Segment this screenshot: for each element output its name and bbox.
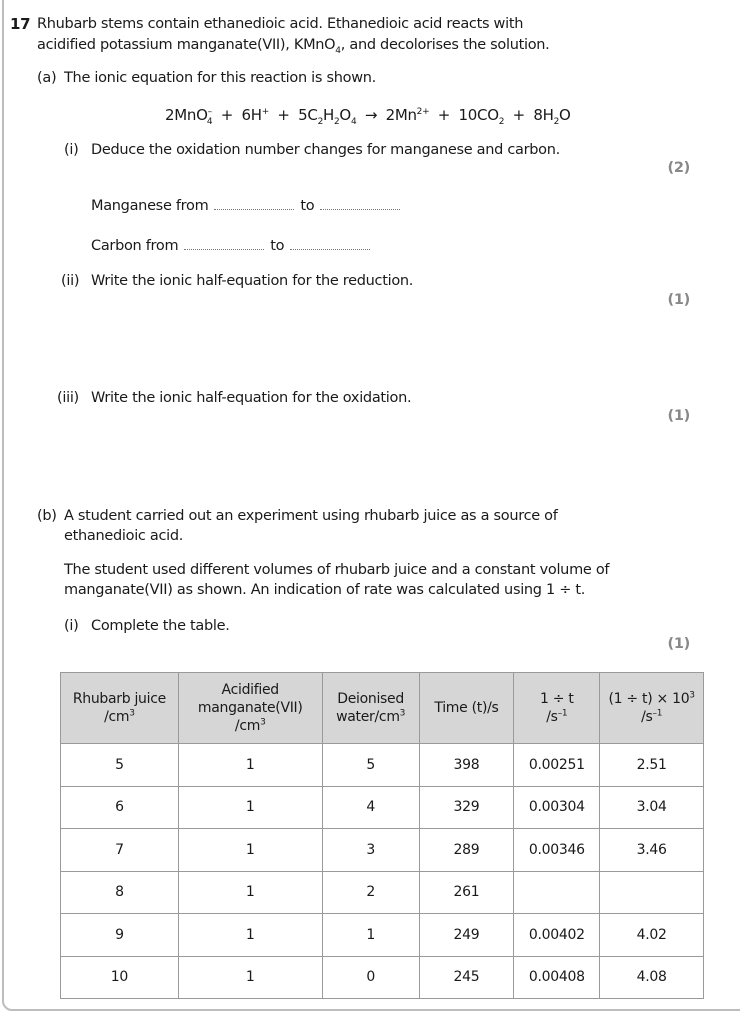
- table-cell: 289: [419, 829, 514, 872]
- table-cell: 398: [419, 744, 514, 787]
- part-b-text-4: manganate(VII) as shown. An indication of rate was calculated using 1 ÷ t.: [64, 582, 586, 598]
- table-row: [61, 744, 704, 787]
- table-cell: 7: [61, 829, 179, 872]
- part-a-text: The ionic equation for this reaction is shown.: [64, 70, 376, 86]
- header-sup: –1: [557, 708, 568, 719]
- table-cell-answer[interactable]: [600, 871, 704, 914]
- eq-term: + 8H: [504, 106, 554, 124]
- header-text: Time (t)/s: [434, 700, 499, 716]
- header-rate-scaled: [600, 673, 704, 744]
- header-text: Acidified: [221, 682, 279, 698]
- table-cell: 4.02: [600, 914, 704, 957]
- eq-sub: 4: [350, 117, 357, 127]
- table-cell: 0.00402: [514, 914, 600, 957]
- table-cell: 261: [419, 871, 514, 914]
- table-header-row: [61, 673, 704, 744]
- part-a-ii-label: (ii): [61, 273, 80, 289]
- header-text: (1 ÷ t) × 10: [608, 691, 690, 707]
- header-unit: /cm: [234, 718, 261, 734]
- table-cell: 0.00346: [514, 829, 600, 872]
- eq-sup: 2+: [416, 107, 430, 117]
- header-text: manganate(VII): [197, 700, 303, 716]
- part-b-i-text: Complete the table.: [91, 618, 230, 634]
- table-cell: 249: [419, 914, 514, 957]
- part-a-i-text: Deduce the oxidation number changes for manganese and carbon.: [91, 142, 560, 158]
- manganese-from-field[interactable]: [214, 197, 294, 210]
- intro-text: , and decolorises the solution.: [340, 37, 550, 53]
- table-cell: 5: [322, 744, 419, 787]
- table-cell: 0.00251: [514, 744, 600, 787]
- eq-sub: 2: [317, 117, 323, 127]
- table-cell: 4.08: [600, 956, 704, 999]
- header-manganate: [178, 673, 322, 744]
- table-cell: 4: [322, 786, 419, 829]
- to-label: to: [270, 238, 285, 254]
- eq-term: + 6H: [212, 106, 262, 124]
- results-table: [60, 672, 704, 999]
- header-sup: –1: [652, 708, 663, 719]
- table-cell: 3.46: [600, 829, 704, 872]
- part-a-iii-label: (iii): [57, 390, 79, 406]
- table-cell: 10: [61, 956, 179, 999]
- header-text: Rhubarb juice: [72, 691, 166, 707]
- part-b-text-2: ethanedioic acid.: [64, 528, 184, 544]
- marks-a-ii: (1): [667, 292, 690, 308]
- header-unit: water/cm: [336, 709, 400, 725]
- header-text: Deionised: [337, 691, 404, 707]
- intro-line-1: Rhubarb stems contain ethanedioic acid. Ethanedioic acid reacts with: [37, 16, 524, 32]
- table-cell: 1: [322, 914, 419, 957]
- header-unit: /s: [641, 709, 653, 725]
- table-row: [61, 786, 704, 829]
- eq-term: 2MnO: [165, 106, 208, 124]
- header-rhubarb-juice: [61, 673, 179, 744]
- table-cell: 0.00408: [514, 956, 600, 999]
- intro-text: acidified potassium manganate(VII), KMnO: [37, 37, 336, 53]
- question-number: 17: [10, 15, 31, 33]
- carbon-from-field[interactable]: [184, 237, 264, 250]
- eq-sub: 4: [206, 117, 213, 127]
- eq-term: H: [323, 106, 334, 124]
- eq-term: + 10CO: [429, 106, 499, 124]
- table-cell: 2.51: [600, 744, 704, 787]
- table-cell: 6: [61, 786, 179, 829]
- part-b-label: (b): [37, 508, 57, 524]
- part-b-text-1: A student carried out an experiment using rhubarb juice as a source of: [64, 508, 558, 524]
- table-cell: 8: [61, 871, 179, 914]
- eq-sub: 2: [553, 117, 560, 127]
- marks-a-iii: (1): [667, 408, 690, 424]
- intro-line-2: [37, 35, 549, 55]
- subscript: 4: [335, 45, 341, 56]
- table-row: [61, 914, 704, 957]
- marks-a-i: (2): [667, 160, 690, 176]
- table-cell: 1: [178, 956, 322, 999]
- eq-term: + 5C: [268, 106, 318, 124]
- table-cell: 9: [61, 914, 179, 957]
- ionic-equation: [165, 105, 571, 125]
- table-row: [61, 871, 704, 914]
- header-deionised-water: [322, 673, 419, 744]
- header-sup: 3: [260, 717, 266, 728]
- part-a-ii-text: Write the ionic half-equation for the reduction.: [91, 273, 414, 289]
- eq-sub: 2: [498, 117, 505, 127]
- eq-term: O: [339, 106, 351, 124]
- table-cell: 3: [322, 829, 419, 872]
- table-row: [61, 829, 704, 872]
- table-cell: 0.00304: [514, 786, 600, 829]
- eq-term: → 2Mn: [356, 106, 417, 124]
- table-cell-answer[interactable]: [514, 871, 600, 914]
- header-text: 1 ÷ t: [540, 691, 574, 707]
- table-cell: 0: [322, 956, 419, 999]
- part-a-iii-text: Write the ionic half-equation for the oxidation.: [91, 390, 412, 406]
- header-sup: 3: [399, 708, 406, 719]
- table-cell: 329: [419, 786, 514, 829]
- carbon-answer-row: [91, 236, 376, 256]
- to-label: to: [300, 198, 315, 214]
- part-a-label: (a): [37, 70, 57, 86]
- marks-b-i: (1): [667, 636, 690, 652]
- header-unit: /s: [546, 709, 558, 725]
- table-cell: 1: [178, 786, 322, 829]
- manganese-answer-row: [91, 196, 406, 216]
- eq-sup: +: [261, 107, 269, 117]
- manganese-from-label: Manganese from: [91, 198, 209, 214]
- table-cell: 1: [178, 871, 322, 914]
- table-cell: 1: [178, 744, 322, 787]
- eq-sup: –: [207, 107, 212, 117]
- header-sup: 3: [129, 708, 135, 719]
- table-cell: 3.04: [600, 786, 704, 829]
- table-cell: 2: [322, 871, 419, 914]
- header-rate: [514, 673, 600, 744]
- eq-sub: 2: [333, 117, 340, 127]
- carbon-to-field[interactable]: [290, 237, 370, 250]
- header-sup: 3: [689, 690, 695, 701]
- table-cell: 1: [178, 914, 322, 957]
- table-cell: 245: [419, 956, 514, 999]
- part-b-i-label: (i): [64, 618, 79, 634]
- table-cell: 5: [61, 744, 179, 787]
- header-time: [419, 673, 514, 744]
- carbon-from-label: Carbon from: [91, 238, 179, 254]
- eq-term: O: [559, 106, 571, 124]
- header-unit: /cm: [104, 709, 130, 725]
- table-cell: 1: [178, 829, 322, 872]
- part-a-i-label: (i): [64, 142, 79, 158]
- table-row: [61, 956, 704, 999]
- part-b-text-3: The student used different volumes of rhubarb juice and a constant volume of: [64, 562, 610, 578]
- manganese-to-field[interactable]: [320, 197, 400, 210]
